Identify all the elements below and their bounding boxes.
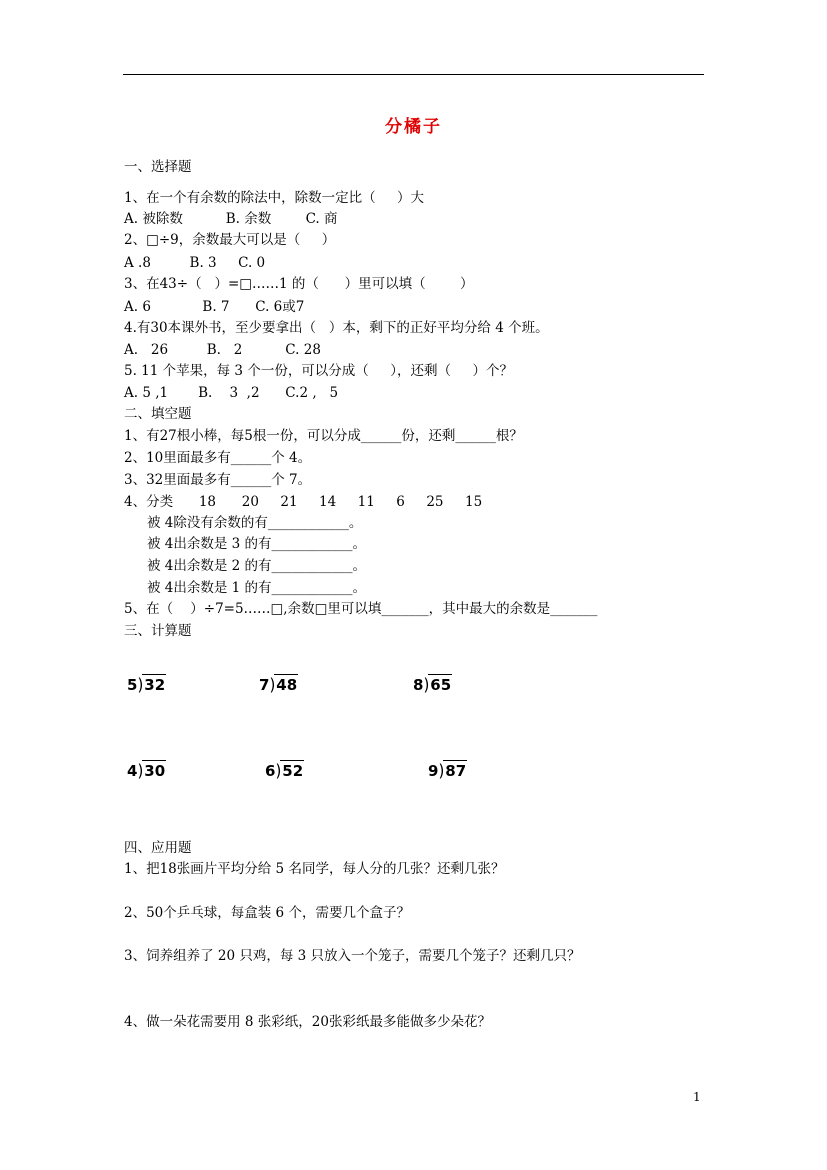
divisor: 5 — [127, 676, 138, 694]
question-line: 3、32里面最多有______个 7。 — [124, 472, 312, 488]
division-bracket: ) — [423, 675, 430, 695]
classify-line: 被 4出余数是 2 的有____________。 — [147, 558, 367, 574]
word-problem: 2、50个乒乓球，每盒装 6 个，需要几个盒子？ — [124, 905, 410, 921]
question-line: 1、有27根小棒，每5根一份，可以分成______份，还剩______根？ — [124, 428, 523, 444]
section-heading-fill: 二、填空题 — [124, 406, 192, 422]
long-division — [428, 760, 467, 781]
long-division — [259, 674, 298, 695]
word-problem: 4、做一朵花需要用 8 张彩纸，20张彩纸最多能做多少朵花？ — [124, 1014, 491, 1030]
question-line: 2、□÷9，余数最大可以是（ ） — [124, 232, 336, 248]
question-line: 2、10里面最多有______个 4。 — [124, 450, 312, 466]
section-heading-calc: 三、计算题 — [124, 623, 192, 639]
division-bracket: ) — [137, 675, 144, 695]
dividend: 65 — [430, 676, 452, 694]
division-bracket: ) — [137, 761, 144, 781]
header-rule — [123, 74, 704, 75]
divisor: 7 — [259, 676, 270, 694]
long-division — [265, 760, 304, 781]
division-bracket: ) — [269, 675, 276, 695]
dividend: 30 — [144, 762, 166, 780]
division-bracket: ) — [438, 761, 445, 781]
divisor: 6 — [265, 762, 276, 780]
classify-line: 被 4除没有余数的有____________。 — [147, 515, 363, 531]
long-division — [413, 674, 452, 695]
divisor: 8 — [413, 676, 424, 694]
divisor: 9 — [428, 762, 439, 780]
question-line: 5. 11 个苹果，每 3 个一份，可以分成（ ），还剩（ ）个？ — [124, 363, 513, 379]
word-problem: 1、把18张画片平均分给 5 名同学，每人分的几张？还剩几张？ — [124, 861, 505, 877]
division-bracket: ) — [275, 761, 282, 781]
section-heading-application: 四、应用题 — [124, 840, 192, 856]
dividend: 87 — [445, 762, 467, 780]
answer-options: A. 被除数 B. 余数 C. 商 — [124, 211, 338, 227]
question-line: 3、在43÷（ ）=□……1 的（ ）里可以填（ ） — [124, 276, 474, 292]
section-heading-choice: 一、选择题 — [124, 159, 192, 175]
divisor: 4 — [127, 762, 138, 780]
classify-line: 被 4出余数是 1 的有____________。 — [147, 580, 367, 596]
dividend: 48 — [276, 676, 298, 694]
answer-options: A .8 B. 3 C. 0 — [124, 255, 266, 271]
question-line: 4、分类 18 20 21 14 11 6 25 15 — [124, 494, 483, 510]
question-line: 1、在一个有余数的除法中，除数一定比（ ）大 — [124, 190, 425, 206]
question-line: 5、在（ ）÷7=5……□,余数□里可以填_______，其中最大的余数是_______ — [124, 601, 598, 617]
dividend: 52 — [282, 762, 304, 780]
long-division — [127, 674, 166, 695]
page-number: 1 — [693, 1090, 701, 1104]
dividend: 32 — [144, 676, 166, 694]
page-title: 分橘子 — [385, 117, 442, 137]
answer-options: A. 6 B. 7 C. 6或7 — [124, 299, 305, 315]
word-problem: 3、饲养组养了 20 只鸡，每 3 只放入一个笼子，需要几个笼子？还剩几只？ — [124, 948, 581, 964]
question-line: 4.有30本课外书，至少要拿出（ ）本，剩下的正好平均分给 4 个班。 — [124, 320, 549, 336]
classify-line: 被 4出余数是 3 的有____________。 — [147, 536, 367, 552]
answer-options: A. 5 ,1 B. 3 ,2 C.2 , 5 — [124, 385, 339, 401]
answer-options: A. 26 B. 2 C. 28 — [124, 342, 321, 358]
long-division — [127, 760, 166, 781]
